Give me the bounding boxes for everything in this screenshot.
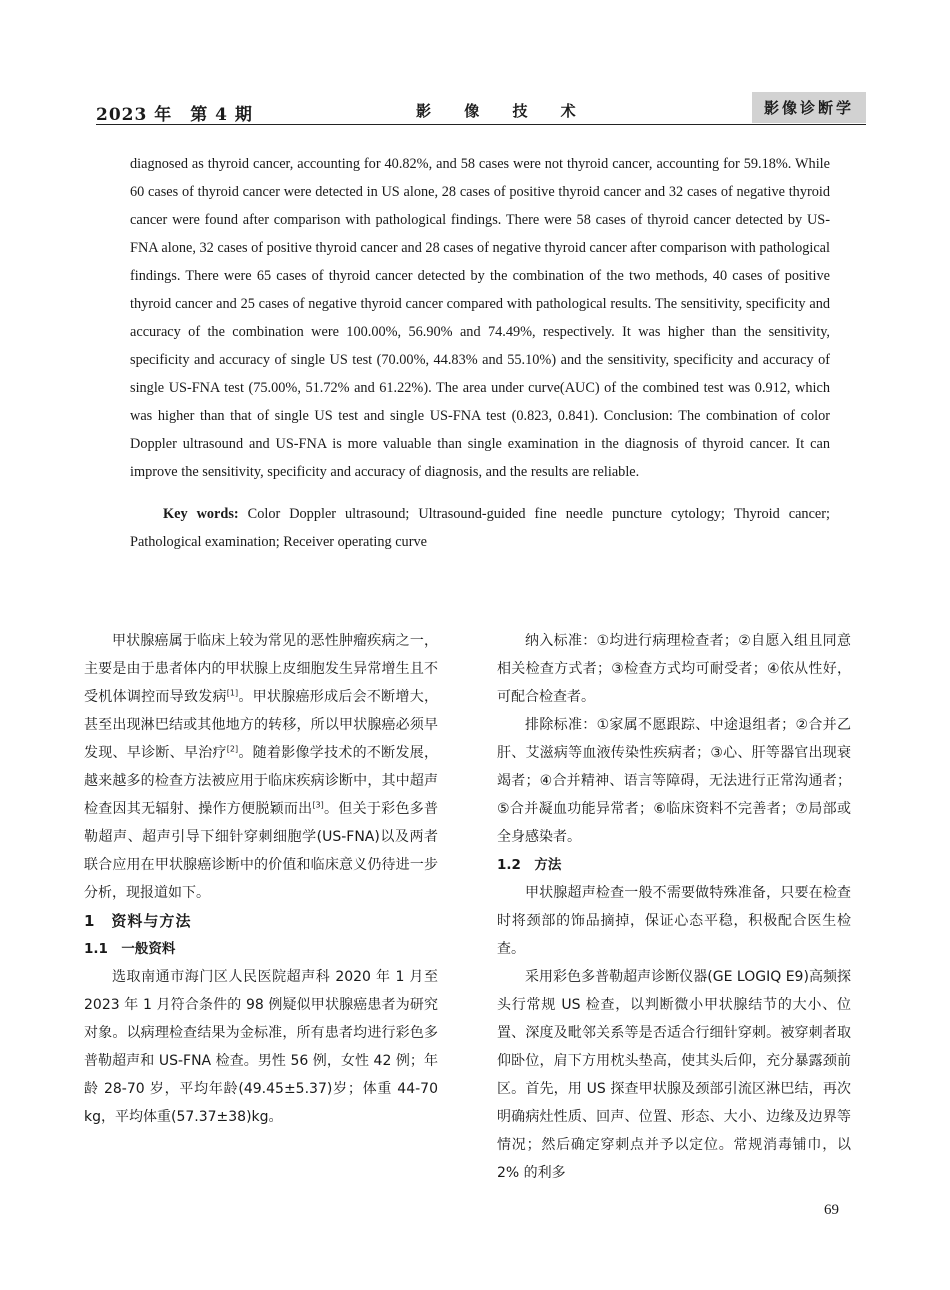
intro-text-4: 。但关于彩色多普勒超声、超声引导下细针穿刺细胞学(US-FNA)以及两者联合应用在甲状腺癌诊断中的价值和临床意义仍待进一步分析，现报道如下。	[84, 801, 438, 901]
header-rule	[96, 124, 866, 125]
abstract-body: diagnosed as thyroid cancer, accounting for 40.82%, and 58 cases were not thyroid cancer, accounting for 59.18%. While 60 cases of thyroid cancer were detected in US alone, 28 cases of positive thyroid cancer and 32 cases of negative thyroid cancer were found after comparison with pathological findings. There were 58 cases of thyroid cancer detected by US-FNA alone, 32 cases of positive thyroid cancer and 28 cases of negative thyroid cancer after comparison with pathological findings. There were 65 cases of thyroid cancer detected by the combination of the two methods, 40 cases of positive thyroid cancer and 25 cases of negative thyroid cancer compared with pathological results. The sensitivity, specificity and accuracy of the combination were 100.00%, 56.90% and 74.49%, respectively. It was higher than the sensitivity, specificity and accuracy of single US test (70.00%, 44.83% and 55.10%) and the sensitivity, specificity and accuracy of single US-FNA test (75.00%, 51.72% and 61.22%). The area under curve(AUC) of the combined test was 0.912, which was higher than that of single US test and single US-FNA test (0.823, 0.841). Conclusion: The combination of color Doppler ultrasound and US-FNA is more valuable than single examination in the diagnosis of thyroid cancer. It can improve the sensitivity, specificity and accuracy of diagnosis, and the results are reliable.	[130, 156, 830, 480]
keywords-label: Key words:	[163, 506, 239, 522]
right-column	[497, 627, 851, 1187]
subsection-1-2-heading: 1.2 方法	[497, 857, 562, 873]
journal-title: 影 像 技 术	[416, 102, 590, 120]
method-paragraph-2: 采用彩色多普勒超声诊断仪器(GE LOGIQ E9)高频探头行常规 US 检查，以判断微小甲状腺结节的大小、位置、深度及毗邻关系等是否适合行细针穿刺。被穿刺者取仰卧位，肩下方用枕头垫高，使其头后仰，充分暴露颈前区。首先，用 US 探查甲状腺及颈部引流区淋巴结，再次明确病灶性质、回声、位置、形态、大小、边缘及边界等情况；然后确定穿刺点并予以定位。常规消毒铺巾，以 2% 的利多	[497, 969, 851, 1181]
intro-text-2: 。甲状腺癌形成后会不断增大，甚至出现淋巴结或其他地方的转移，所以甲状腺癌必须早发现、早诊断、早治疗	[84, 689, 439, 761]
keywords-text: Color Doppler ultrasound; Ultrasound-guided fine needle puncture cytology; Thyroid cancer; Pathological examination; Receiver operating curve	[130, 506, 830, 550]
citation-3: [3]	[312, 800, 324, 810]
page-number: 69	[824, 1202, 839, 1218]
issue-label: 2023 年 第 4 期	[96, 105, 253, 125]
subsection-1-1-heading: 1.1 一般资料	[84, 941, 176, 957]
citation-1: [1]	[226, 688, 239, 698]
citation-2: [2]	[226, 744, 239, 754]
left-column	[84, 627, 438, 1131]
section-badge: 影像诊断学	[752, 92, 866, 123]
intro-paragraph	[84, 627, 438, 907]
running-header	[96, 92, 866, 124]
intro-text-1: 甲状腺癌属于临床上较为常见的恶性肿瘤疾病之一，主要是由于患者体内的甲状腺上皮细胞发生异常增生且不受机体调控而导致发病	[84, 633, 438, 705]
section-1-heading: 1 资料与方法	[84, 912, 192, 930]
exclusion-criteria: 排除标准：①家属不愿跟踪、中途退组者；②合并乙肝、艾滋病等血液传染性疾病者；③心、肝等器官出现衰竭者；④合并精神、语言等障碍，无法进行正常沟通者；⑤合并凝血功能异常者；⑥临床资料不完善者；⑦局部或全身感染者。	[497, 717, 851, 845]
intro-text-3: 。随着影像学技术的不断发展，越来越多的检查方法被应用于临床疾病诊断中，其中超声检查因其无辐射、操作方便脱颖而出	[84, 745, 439, 817]
keywords	[130, 500, 830, 556]
general-data-paragraph: 选取南通市海门区人民医院超声科 2020 年 1 月至 2023 年 1 月符合条件的 98 例疑似甲状腺癌患者为研究对象。以病理检查结果为金标准，所有患者均进行彩色多普勒超声和 US-FNA 检查。男性 56 例，女性 42 例；年龄 28-70 岁，平均年龄(49.45±5.37)岁；体重 44-70 kg，平均体重(57.37±38)kg。	[84, 969, 438, 1125]
english-abstract	[130, 150, 830, 556]
inclusion-criteria: 纳入标准：①均进行病理检查者；②自愿入组且同意相关检查方式者；③检查方式均可耐受者；④依从性好，可配合检查者。	[497, 633, 851, 705]
method-paragraph-1: 甲状腺超声检查一般不需要做特殊准备，只要在检查时将颈部的饰品摘掉，保证心态平稳，积极配合医生检查。	[497, 885, 851, 957]
